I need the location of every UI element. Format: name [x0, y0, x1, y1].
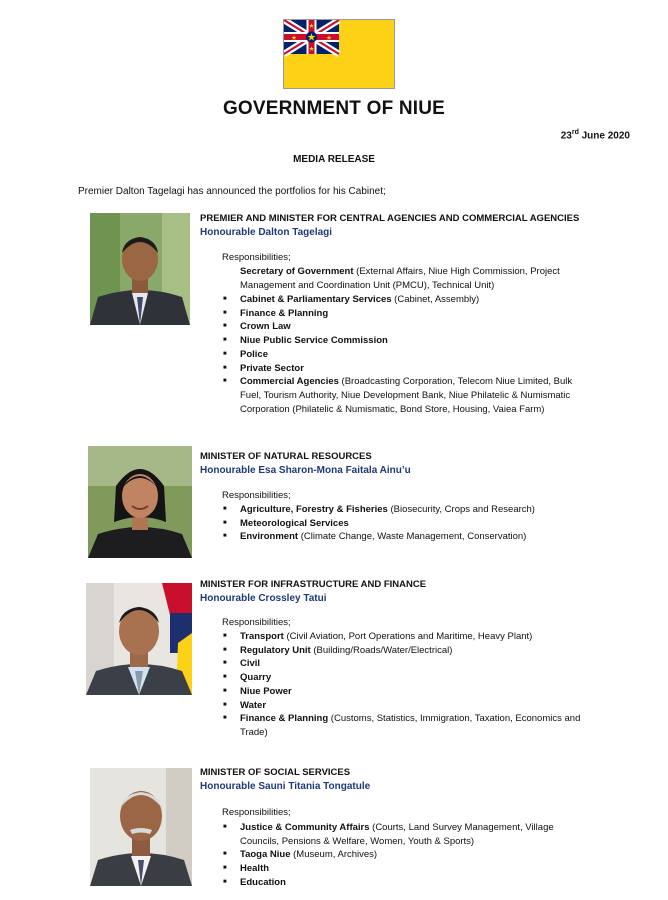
responsibilities-list	[224, 821, 594, 890]
media-release-label: MEDIA RELEASE	[293, 154, 375, 165]
responsibility-item: ■ Regulatory Unit (Building/Roads/Water/Electrical)	[224, 644, 594, 658]
responsibilities-list	[224, 630, 594, 740]
responsibility-item: ■ Finance & Planning (Customs, Statistics, Immigration, Taxation, Economics and Trade)	[224, 712, 594, 739]
responsibility-item: ■ Meteorological Services	[224, 517, 594, 531]
minister-name: Honourable Sauni Titania Tongatule	[200, 781, 371, 792]
responsibility-item: ■ Agriculture, Forestry & Fisheries (Biosecurity, Crops and Research)	[224, 503, 594, 517]
responsibilities-list	[224, 293, 594, 416]
minister-photo	[90, 768, 192, 886]
responsibility-item: ■ Finance & Planning	[224, 307, 594, 321]
minister-name: Honourable Crossley Tatui	[200, 593, 327, 604]
responsibility-item: ■ Environment (Climate Change, Waste Management, Conservation)	[224, 530, 594, 544]
intro-paragraph: Premier Dalton Tagelagi has announced the portfolios for his Cabinet;	[78, 186, 386, 197]
minister-photo	[86, 583, 192, 695]
responsibility-item: ■ Police	[224, 348, 594, 362]
responsibilities-label: Responsibilities;	[222, 252, 291, 263]
responsibilities-label: Responsibilities;	[222, 807, 291, 818]
responsibilities-label: Responsibilities;	[222, 617, 291, 628]
minister-name: Honourable Esa Sharon-Mona Faitala Ainu’u	[200, 465, 411, 476]
responsibilities-label: Responsibilities;	[222, 490, 291, 501]
document-title: GOVERNMENT OF NIUE	[222, 98, 446, 119]
minister-name: Honourable Dalton Tagelagi	[200, 227, 333, 238]
responsibility-item: ■ Quarry	[224, 671, 594, 685]
release-date: 23rd June 2020	[560, 129, 630, 142]
niue-flag	[283, 19, 395, 89]
responsibility-item: ■ Niue Power	[224, 685, 594, 699]
ministry-title: PREMIER AND MINISTER FOR CENTRAL AGENCIES AND COMMERCIAL AGENCIES	[200, 213, 580, 224]
responsibility-item: ■ Transport (Civil Aviation, Port Operations and Maritime, Heavy Plant)	[224, 630, 594, 644]
responsibility-item: ■ Taoga Niue (Museum, Archives)	[224, 848, 594, 862]
responsibilities-list	[224, 503, 594, 544]
responsibility-item: ■ Cabinet & Parliamentary Services (Cabinet, Assembly)	[224, 293, 594, 307]
responsibility-item: ■ Civil	[224, 657, 594, 671]
minister-photo	[90, 213, 190, 325]
responsibility-item: ■ Crown Law	[224, 320, 594, 334]
responsibility-item: ■ Education	[224, 876, 594, 890]
responsibility-item: ■ Commercial Agencies (Broadcasting Corporation, Telecom Niue Limited, Bulk Fuel, Tourism Authority, Niue Development Bank, Niue Philatelic & Numismatic Corporation (Philatelic & Numismatic, Bond Store, Housing, Vaiea Farm)	[224, 375, 594, 416]
responsibility-item: ■ Health	[224, 862, 594, 876]
ministry-title: MINISTER OF SOCIAL SERVICES	[200, 767, 351, 778]
responsibility-item: ■ Private Sector	[224, 362, 594, 376]
responsibility-item: ■ Niue Public Service Commission	[224, 334, 594, 348]
responsibility-item: Secretary of Government (External Affairs, Niue High Commission, Project Management and Coordination Unit (PMCU), Technical Unit)	[240, 266, 560, 291]
responsibility-item: ■ Justice & Community Affairs (Courts, Land Survey Management, Village Councils, Pensions & Welfare, Women, Youth & Sports)	[224, 821, 594, 848]
minister-photo	[88, 446, 192, 558]
responsibility-item: ■ Water	[224, 699, 594, 713]
ministry-title: MINISTER FOR INFRASTRUCTURE AND FINANCE	[200, 579, 427, 590]
niue-flag-graphic	[284, 20, 394, 88]
ministry-title: MINISTER OF NATURAL RESOURCES	[200, 451, 372, 462]
